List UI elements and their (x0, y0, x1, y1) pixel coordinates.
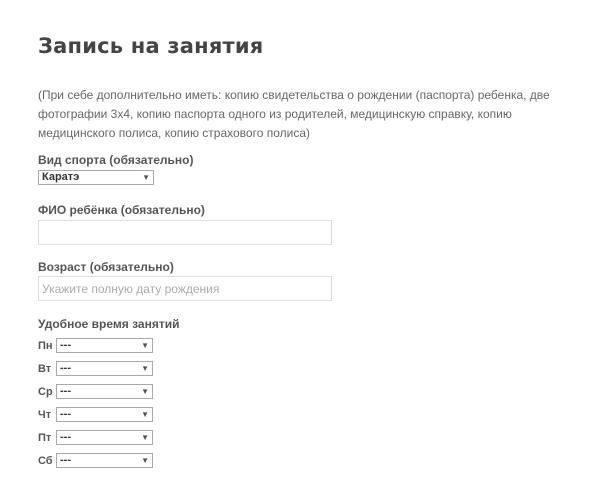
day-label-thu: Чт (38, 409, 52, 421)
day-select-mon[interactable] (56, 338, 153, 353)
chevron-down-icon: ▼ (141, 433, 149, 442)
day-select-sat[interactable] (56, 453, 153, 468)
chevron-down-icon: ▼ (141, 341, 149, 350)
day-label-mon: Пн (38, 340, 53, 352)
page-title: Запись на занятия (38, 34, 264, 58)
day-select-fri[interactable] (56, 430, 153, 445)
day-select-value: --- (60, 431, 71, 443)
age-input[interactable]: Укажите полную дату рождения (38, 276, 332, 301)
chevron-down-icon: ▼ (141, 456, 149, 465)
day-select-tue[interactable] (56, 361, 153, 376)
day-label-wed: Ср (38, 386, 53, 398)
sport-label: Вид спорта (обязательно) (38, 153, 194, 167)
day-label-fri: Пт (38, 432, 52, 444)
day-select-value: --- (60, 362, 71, 374)
chevron-down-icon: ▼ (141, 410, 149, 419)
child-name-label: ФИО ребёнка (обязательно) (38, 203, 205, 217)
day-select-value: --- (60, 454, 71, 466)
day-label-sat: Сб (38, 455, 53, 467)
day-select-wed[interactable] (56, 384, 153, 399)
documents-note: (При себе дополнительно иметь: копию свидетельства о рождении (паспорта) ребенка, две фотографии 3х4, копию паспорта одного из родителей, медицинскую справку, копию медицинского полиса, копию страхового полиса) (38, 88, 550, 140)
day-select-value: --- (60, 385, 71, 397)
day-select-value: --- (60, 339, 71, 351)
age-label: Возраст (обязательно) (38, 260, 174, 274)
sport-select-value: Каратэ (42, 171, 80, 183)
sport-select[interactable] (38, 170, 154, 185)
day-label-tue: Вт (38, 363, 52, 375)
chevron-down-icon: ▼ (142, 173, 150, 182)
day-select-value: --- (60, 408, 71, 420)
chevron-down-icon: ▼ (141, 364, 149, 373)
chevron-down-icon: ▼ (141, 387, 149, 396)
schedule-label: Удобное время занятий (38, 317, 180, 331)
day-select-thu[interactable] (56, 407, 153, 422)
child-name-input[interactable] (38, 220, 332, 245)
